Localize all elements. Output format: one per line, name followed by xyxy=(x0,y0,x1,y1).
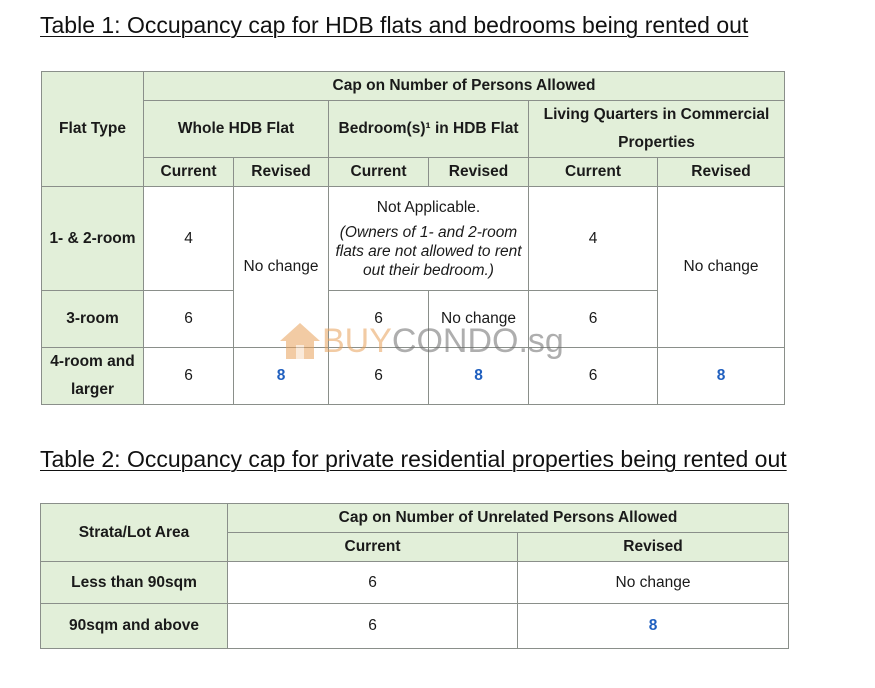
watermark-text-buy: BUY xyxy=(322,322,392,360)
subheader-bedroom-revised: Revised xyxy=(429,158,529,187)
cell-bedroom-revised: No change xyxy=(429,291,529,348)
header-cap-persons: Cap on Number of Persons Allowed xyxy=(144,72,785,101)
table-row xyxy=(42,348,785,405)
header-cap-unrelated-persons: Cap on Number of Unrelated Persons Allowed xyxy=(228,504,789,533)
cell-bedroom-current: 6 xyxy=(329,291,429,348)
row-label-4-room: 4-room and larger xyxy=(42,348,144,405)
row-label-3-room: 3-room xyxy=(42,291,144,348)
cell-whole-revised-no-change: No change xyxy=(234,187,329,348)
subheader-bedroom-current: Current xyxy=(329,158,429,187)
not-applicable-label: Not Applicable. xyxy=(376,199,481,216)
cell-current: 6 xyxy=(228,562,518,604)
cell-whole-current: 6 xyxy=(144,291,234,348)
cell-living-revised: 8 xyxy=(658,348,785,405)
hdb-occupancy-table xyxy=(41,71,785,405)
cell-living-current: 4 xyxy=(529,187,658,291)
subheader-current: Current xyxy=(228,533,518,562)
row-label-less-than-90sqm: Less than 90sqm xyxy=(41,562,228,604)
subheader-living-revised: Revised xyxy=(658,158,785,187)
subheader-whole-current: Current xyxy=(144,158,234,187)
row-label-90sqm-and-above: 90sqm and above xyxy=(41,604,228,649)
subheader-whole-revised: Revised xyxy=(234,158,329,187)
cell-living-current: 6 xyxy=(529,348,658,405)
cell-living-current: 6 xyxy=(529,291,658,348)
cell-bedroom-current: 6 xyxy=(329,348,429,405)
table2-title: Table 2: Occupancy cap for private residential properties being rented out xyxy=(40,446,787,472)
not-applicable-note: (Owners of 1- and 2-room flats are not allowed to rent out their bedroom.) xyxy=(335,224,522,279)
table-row xyxy=(41,562,789,604)
table-row xyxy=(42,187,785,291)
watermark-text-condo: CONDO.sg xyxy=(391,322,564,360)
cell-whole-revised: 8 xyxy=(234,348,329,405)
table1-title: Table 1: Occupancy cap for HDB flats and bedrooms being rented out xyxy=(40,12,749,38)
cell-bedroom-not-applicable xyxy=(329,187,529,291)
table-row xyxy=(41,604,789,649)
cell-whole-current: 4 xyxy=(144,187,234,291)
cell-current: 6 xyxy=(228,604,518,649)
header-flat-type: Flat Type xyxy=(42,72,144,187)
cell-bedroom-revised: 8 xyxy=(429,348,529,405)
cell-revised: No change xyxy=(518,562,789,604)
subheader-revised: Revised xyxy=(518,533,789,562)
row-label-1-2-room: 1- & 2-room xyxy=(42,187,144,291)
header-strata-lot-area: Strata/Lot Area xyxy=(41,504,228,562)
cell-living-revised-no-change: No change xyxy=(658,187,785,348)
private-occupancy-table xyxy=(40,503,789,649)
header-bedroom-hdb-flat: Bedroom(s)¹ in HDB Flat xyxy=(329,101,529,158)
header-living-quarters: Living Quarters in Commercial Properties xyxy=(529,101,785,158)
subheader-living-current: Current xyxy=(529,158,658,187)
header-whole-hdb-flat: Whole HDB Flat xyxy=(144,101,329,158)
cell-revised: 8 xyxy=(518,604,789,649)
cell-whole-current: 6 xyxy=(144,348,234,405)
